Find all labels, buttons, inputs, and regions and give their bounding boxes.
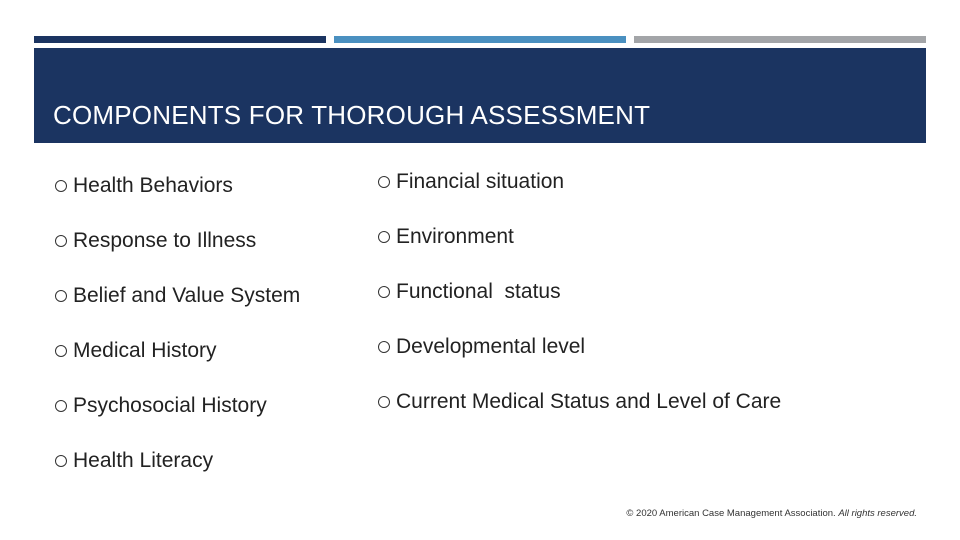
circle-bullet-icon	[55, 400, 67, 412]
list-item	[378, 336, 585, 357]
circle-bullet-icon	[378, 176, 390, 188]
list-item-label: Psychosocial History	[73, 394, 267, 417]
accent-bar-blue	[334, 36, 626, 43]
circle-bullet-icon	[55, 290, 67, 302]
copyright-footer	[626, 508, 917, 519]
copyright-text: © 2020 American Case Management Association.	[626, 508, 836, 519]
list-item-label: Current Medical Status and Level of Care	[396, 390, 782, 413]
list-item	[378, 171, 564, 192]
list-item	[55, 175, 233, 196]
circle-bullet-icon	[55, 345, 67, 357]
list-item	[378, 226, 514, 247]
circle-bullet-icon	[55, 235, 67, 247]
list-item-label: Medical History	[73, 339, 217, 362]
list-item-label: Health Literacy	[73, 449, 214, 472]
list-item-label: Financial situation	[396, 170, 565, 193]
slide-title: COMPONENTS FOR THOROUGH ASSESSMENT	[53, 100, 651, 130]
accent-bar-navy	[34, 36, 326, 43]
list-item-label: Functional status	[396, 280, 561, 303]
circle-bullet-icon	[378, 286, 390, 298]
circle-bullet-icon	[55, 455, 67, 467]
list-item	[55, 230, 256, 251]
circle-bullet-icon	[55, 180, 67, 192]
list-item	[55, 395, 267, 416]
list-item-label: Response to Illness	[73, 229, 257, 252]
list-item	[378, 281, 561, 302]
list-item	[55, 285, 300, 306]
list-item	[55, 340, 217, 361]
circle-bullet-icon	[378, 396, 390, 408]
title-band	[34, 48, 926, 143]
list-item-label: Environment	[396, 225, 514, 248]
circle-bullet-icon	[378, 341, 390, 353]
list-item-label: Health Behaviors	[73, 174, 233, 197]
list-item	[55, 450, 213, 471]
list-item	[378, 391, 781, 412]
list-item-label: Belief and Value System	[73, 284, 301, 307]
circle-bullet-icon	[378, 231, 390, 243]
list-item-label: Developmental level	[396, 335, 586, 358]
accent-bar-gray	[634, 36, 926, 43]
rights-text: All rights reserved.	[838, 508, 917, 519]
